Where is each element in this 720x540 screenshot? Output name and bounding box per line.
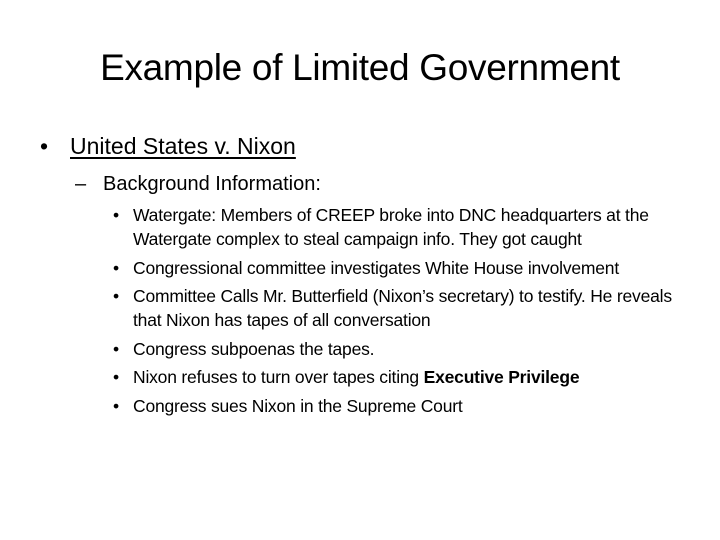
bullet-icon: •: [113, 286, 119, 306]
background-list: [113, 203, 703, 422]
list-item-text: Congress subpoenas the tapes.: [133, 338, 375, 359]
list-item: [113, 284, 703, 332]
list-item-text: Committee Calls Mr. Butterfield (Nixon’s secretary) to testify. He reveals that Nixon has tapes of all conversation: [133, 286, 672, 330]
bullet-icon: •: [113, 257, 119, 278]
list-item: [113, 365, 703, 389]
background-heading: Background Information:: [103, 173, 321, 195]
list-item: [113, 256, 703, 280]
bullet-icon: •: [113, 338, 119, 359]
list-item: [113, 337, 703, 361]
slide-title: Example of Limited Government: [100, 47, 620, 88]
list-item: [113, 394, 703, 418]
case-name-link[interactable]: United States v. Nixon: [70, 133, 296, 159]
bullet-icon: •: [113, 367, 119, 387]
bullet-icon: •: [113, 395, 119, 416]
list-item: [113, 203, 703, 251]
list-item-text: Watergate: Members of CREEP broke into DNC headquarters at the Watergate complex to steal campaign info. They got caught: [133, 205, 649, 249]
list-item-text-plain: Nixon refuses to turn over tapes citing: [133, 367, 424, 387]
dash-icon: –: [75, 173, 87, 195]
list-item-text: Congress sues Nixon in the Supreme Court: [133, 395, 463, 416]
bullet-icon: •: [113, 205, 119, 225]
executive-privilege-term: Executive Privilege: [423, 367, 580, 387]
list-item-text: [133, 365, 703, 389]
list-item-text: Congressional committee investigates White House involvement: [133, 257, 620, 278]
bullet-icon: •: [40, 133, 49, 159]
